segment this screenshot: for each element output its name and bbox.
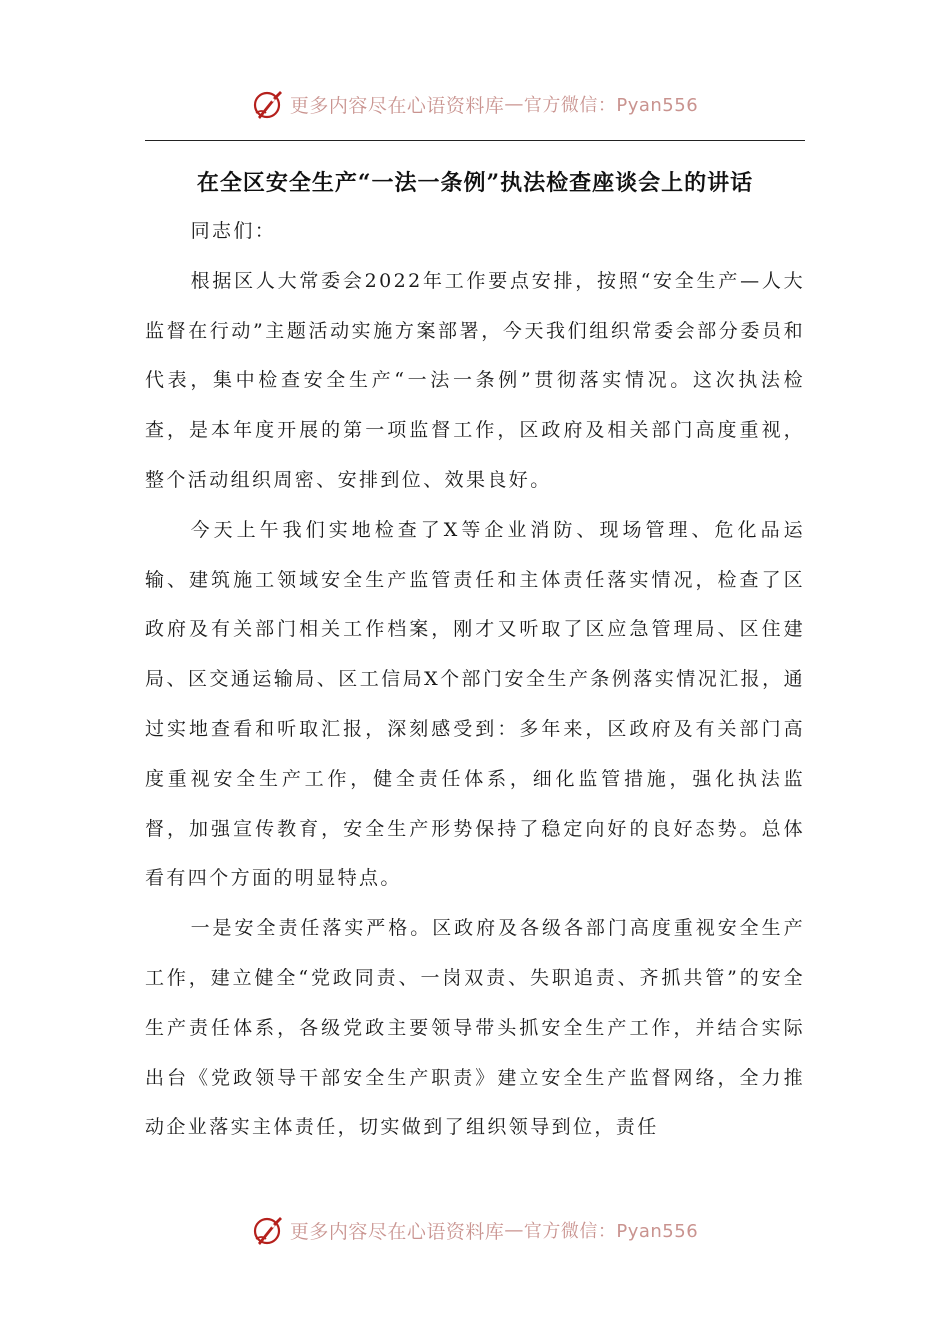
body-paragraph: 根据区人大常委会2022年工作要点安排，按照“安全生产—人大监督在行动”主题活动实施方案部署，今天我们组织常委会部分委员和代表，集中检查安全生产“一法一条例”贯彻落实情况。这次执法检查，是本年度开展的第一项监督工作，区政府及相关部门高度重视，整个活动组织周密、安排到位、效果良好。 — [145, 269, 805, 491]
footer-brand-text: 更多内容尽在心语资料库 — [289, 1220, 505, 1243]
footer-banner — [0, 1208, 950, 1252]
header-banner — [0, 82, 950, 126]
salutation: 同志们： — [190, 220, 277, 242]
header-wechat-text: 官方微信：Pyan556 — [523, 95, 699, 116]
header-separator: — — [504, 93, 524, 115]
body-paragraph: 今天上午我们实地检查了X等企业消防、现场管理、危化品运输、建筑施工领域安全生产监管责任和主体责任落实情况，检查了区政府及有关部门相关工作档案，刚才又听取了区应急管理局、区住建局、区交通运输局、区工信局X个部门安全生产条例落实情况汇报，通过实地查看和听取汇报，深刻感受到：多年来，区政府及有关部门高度重视安全生产工作，健全责任体系，细化监管措施，强化执法监督，加强宣传教育，安全生产形势保持了稳定向好的良好态势。总体看有四个方面的明显特点。 — [145, 518, 805, 890]
header-divider — [145, 140, 805, 141]
footer-separator: — — [504, 1219, 524, 1241]
header-brand-text: 更多内容尽在心语资料库 — [289, 94, 505, 117]
pen-nib-logo-icon — [252, 87, 286, 121]
body-paragraph: 一是安全责任落实严格。区政府及各级各部门高度重视安全生产工作，建立健全“党政同责、一岗双责、失职追责、齐抓共管”的安全生产责任体系，各级党政主要领导带头抓安全生产工作，并结合实际出台《党政领导干部安全生产职责》建立安全生产监督网络，全力推动企业落实主体责任，切实做到了组织领导到位，责任 — [145, 917, 805, 1139]
document-body — [145, 207, 805, 1153]
pen-nib-logo-icon — [252, 1213, 286, 1247]
footer-wechat-text: 官方微信：Pyan556 — [523, 1221, 699, 1242]
document-title: 在全区安全生产“一法一条例”执法检查座谈会上的讲话 — [196, 170, 754, 196]
